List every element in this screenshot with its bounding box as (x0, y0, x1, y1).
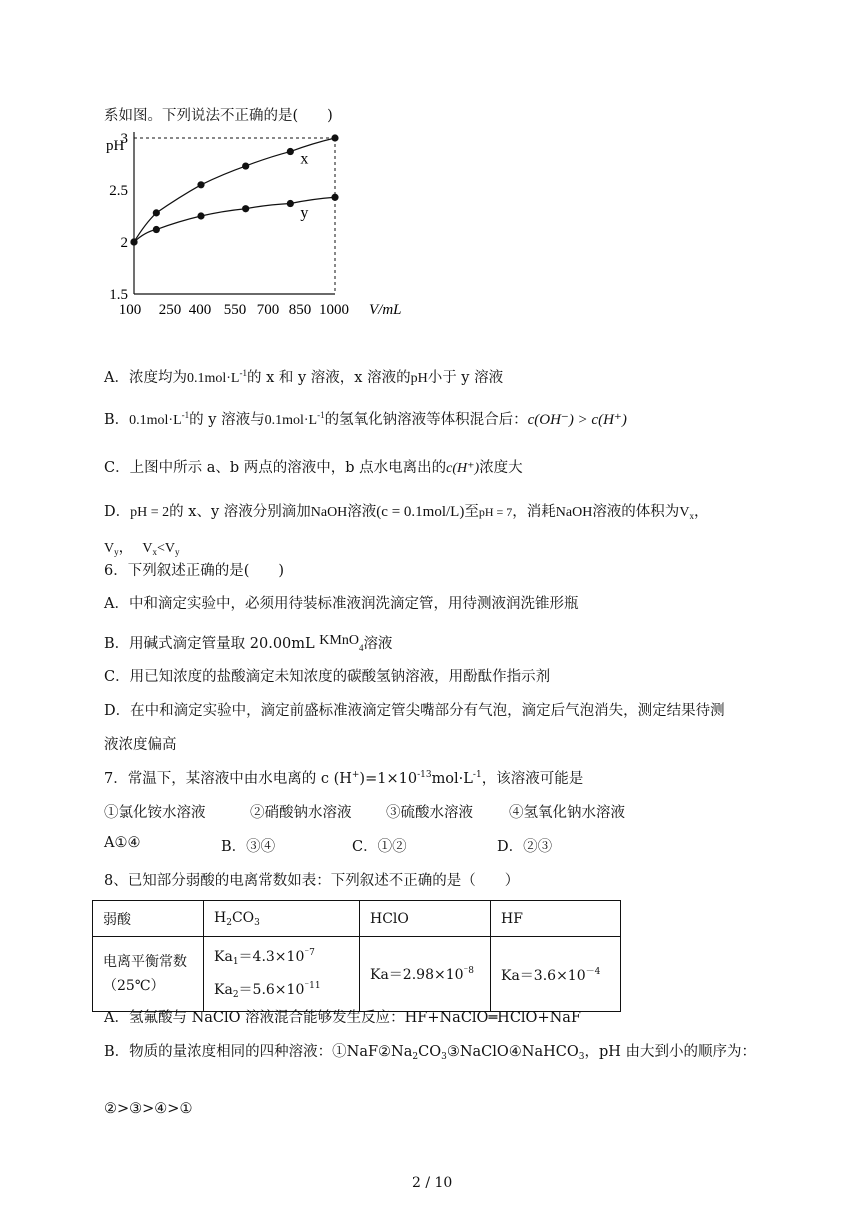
page-number: 2 / 10 (412, 1175, 453, 1191)
y-axis-label: pH (106, 138, 125, 154)
table-cell-hf-ka: $Ka=3.6\times 10^{-4}$ (491, 937, 621, 1012)
q6-option-c: C．用已知浓度的盐酸滴定未知浓度的碳酸氢钠溶液，用酚酞作指示剂 (104, 669, 551, 685)
table-header-hf: HF (491, 901, 621, 937)
table-header-hclo: HClO (360, 901, 491, 937)
formula-oh-gt-h: c(OH⁻) > c(H⁺) (527, 412, 627, 428)
table-cell-hclo-ka: $Ka=2.98\times 10^{^-8}$ (360, 937, 491, 1012)
data-point-y (242, 205, 249, 212)
y-tick-label: 2 (120, 235, 128, 251)
q6-option-d-cont: 液浓度偏高 (104, 737, 177, 753)
q5-option-d-cont: $V_y$， $V_x<V_y$ (104, 540, 180, 557)
data-point-x (331, 134, 338, 141)
data-point-y (153, 226, 160, 233)
q6-stem: 6．下列叙述正确的是( ) (104, 563, 285, 579)
q8-stem: 8、已知部分弱酸的电离常数如表：下列叙述不正确的是（ ） (104, 873, 520, 889)
q7-stem: 7．常温下，某溶液中由水电离的 c $(H^+)=1\times 10^{-13}mol\cdot L^{-1}$，该溶液可能是 (104, 770, 584, 787)
x-tick-label: 1000 (319, 302, 349, 318)
q7-answer-a: A①④ (104, 835, 141, 851)
q7-answer-c: C．①② (352, 839, 407, 855)
data-point-y (197, 212, 204, 219)
q7-choice-2: ②硝酸钠水溶液 (250, 805, 352, 821)
table-header-acid: 弱酸 (93, 901, 204, 937)
x-tick-label: 250 (158, 302, 182, 318)
ph-volume-chart (100, 132, 430, 322)
q7-choice-1: ①氯化铵水溶液 (104, 805, 206, 821)
table-header-h2co3: $H_2CO_3$ (204, 901, 360, 937)
q5-option-a: A．浓度均为$0.1mol\cdot L^{-1}$的 x 和 y 溶液，x 溶液的pH小于 y 溶液 (104, 368, 504, 386)
data-point-x (242, 162, 249, 169)
data-point-y (130, 238, 137, 245)
x-tick-label: 550 (223, 302, 247, 318)
data-point-y (331, 194, 338, 201)
q5-option-b: B．$0.1mol\cdot L^{-1}$的 y 溶液与$0.1mol\cdot L^{-1}$的氢氧化钠溶液等体积混合后：c(OH⁻) > c(H⁺) (104, 410, 627, 428)
ionization-constant-table (92, 900, 621, 1012)
q7-choice-4: ④氢氧化钠水溶液 (509, 805, 625, 821)
q6-option-a: A．中和滴定实验中，必须用待装标准液润洗滴定管，用待测液润洗锥形瓶 (104, 596, 579, 612)
q6-option-b: B．用碱式滴定管量取 20.00mL KMnO$_4$溶液 (104, 633, 393, 653)
data-point-y (287, 200, 294, 207)
q5-option-d: D．pH = 2的 x、y 溶液分别滴加NaOH溶液(c = 0.1mol/L)至pH = 7，消耗NaOH溶液的体积为$V_x$， (104, 504, 709, 521)
q5-option-c: C．上图中所示 a、b 两点的溶液中，b 点水电离出的c(H⁺)浓度大 (104, 460, 523, 476)
q7-answer-b: B．③④ (221, 839, 276, 855)
q7-answer-d: D．②③ (497, 839, 553, 855)
x-tick-label: 100 (118, 302, 142, 318)
x-tick-label: 850 (288, 302, 312, 318)
intro-line: 系如图。下列说法不正确的是( ) (104, 108, 333, 124)
y-tick-label: 1.5 (109, 287, 128, 303)
q6-option-d: D．在中和滴定实验中，滴定前盛标准液滴定管尖嘴部分有气泡，滴定后气泡消失，测定结果待测 (104, 703, 725, 719)
data-point-x (153, 209, 160, 216)
q8-option-b-order: ②>③>④>① (104, 1101, 193, 1117)
y-tick-label: 2.5 (109, 183, 128, 199)
q7-choice-3: ③硫酸水溶液 (386, 805, 473, 821)
x-tick-label: 700 (256, 302, 280, 318)
table-row-label: 电离平衡常数（25℃） (93, 937, 204, 1012)
series-label-x: x (300, 150, 309, 168)
q8-option-a: A．氢氟酸与 NaClO 溶液混合能够发生反应：HF+NaClO═HClO+NaF (104, 1010, 581, 1026)
data-point-x (287, 148, 294, 155)
x-axis-label: V/mL (369, 302, 402, 318)
table-cell-h2co3-ka: $Ka_1=4.3\times 10^{^-7}$ $Ka_2=5.6\times 10^{^-11}$ (204, 937, 360, 1012)
data-point-x (197, 181, 204, 188)
x-tick-label: 400 (188, 302, 212, 318)
q8-option-b: B．物质的量浓度相同的四种溶液：$①NaF②Na_2CO_3③NaClO④NaHCO_3$，pH 由大到小的顺序为： (104, 1044, 757, 1062)
series-label-y: y (300, 204, 309, 222)
y-tick-label: 3 (120, 132, 128, 147)
